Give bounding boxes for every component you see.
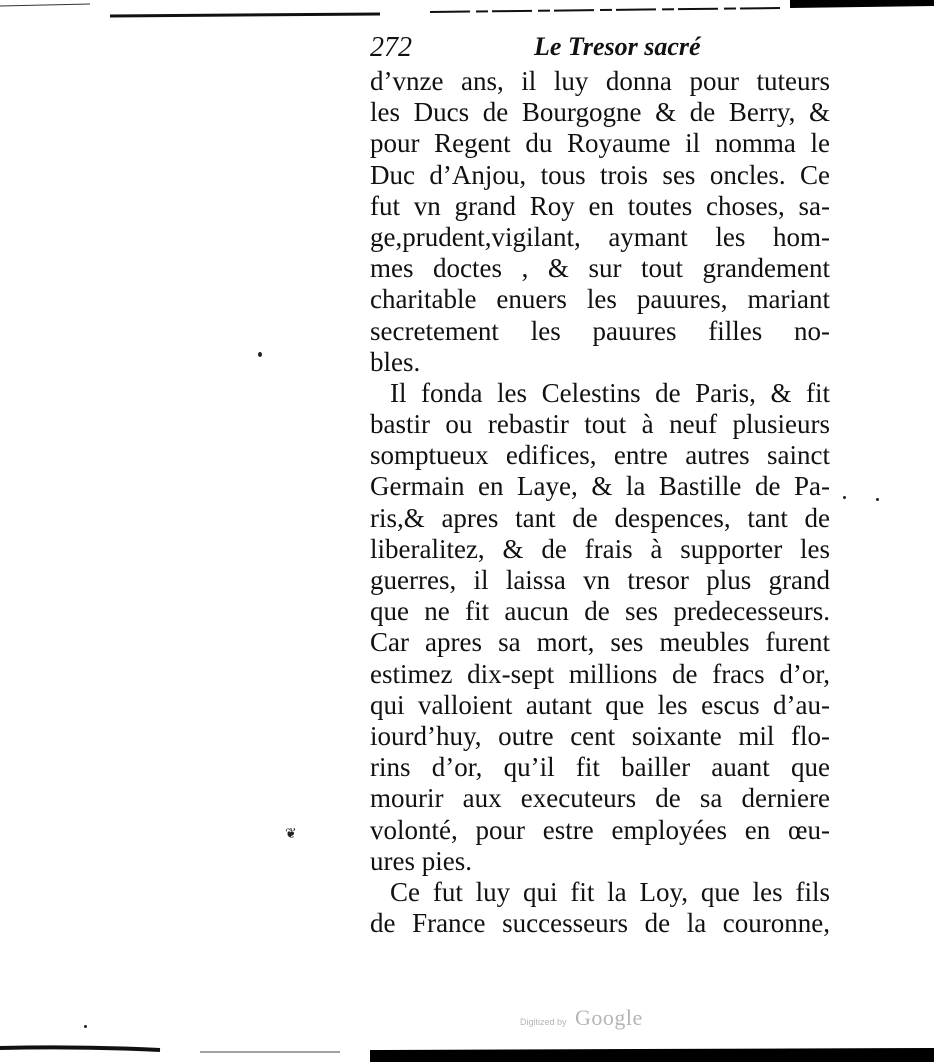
- text-line: bles.: [370, 346, 421, 377]
- google-watermark-logo: Google: [574, 1005, 643, 1030]
- ink-speck: [258, 352, 262, 357]
- text-line: ures pies.: [370, 845, 472, 876]
- text-line: estimez dix-sept millions de fracs d’or,: [370, 658, 830, 689]
- top-scan-edge: [0, 0, 934, 30]
- text-line: liberalitez, & de frais à supporter les: [370, 533, 830, 564]
- running-title: Le Tresor sacré: [534, 32, 701, 61]
- text-line: les Ducs de Bourgogne & de Berry, &: [370, 97, 830, 128]
- text-line: Duc d’Anjou, tous trois ses oncles. Ce: [370, 159, 830, 190]
- text-line: de France successeurs de la couronne,: [370, 908, 830, 939]
- text-line: Germain en Laye, & la Bastille de Pa-: [370, 471, 830, 502]
- bottom-scan-edge: [0, 1030, 934, 1062]
- text-line: volonté, pour estre employées en œu-: [370, 814, 830, 845]
- ornament-mark-icon: ❦: [285, 826, 297, 842]
- text-line: rins d’or, qu’il fit bailler auant que: [370, 752, 830, 783]
- text-line: iourd’huy, outre cent soixante mil flo-: [370, 720, 830, 751]
- page-header: [370, 28, 840, 68]
- ink-speck: [84, 1025, 87, 1028]
- text-line: charitable enuers les pauures, mariant: [370, 284, 830, 315]
- text-line: secretement les pauures filles no-: [370, 315, 830, 346]
- text-line: que ne fit aucun de ses predecesseurs.: [370, 596, 830, 627]
- ink-speck: [876, 498, 879, 501]
- text-line: mes doctes , & sur tout grandement: [370, 253, 830, 284]
- body-text: [370, 66, 830, 939]
- ink-speck: [843, 496, 846, 499]
- text-line: fut vn grand Roy en toutes choses, sa-: [370, 190, 830, 221]
- text-line: somptueux edifices, entre autres sainct: [370, 440, 830, 471]
- text-line: ris,& apres tant de despences, tant de: [370, 502, 830, 533]
- text-line: Car apres sa mort, ses meubles furent: [370, 627, 830, 658]
- text-line: qui valloient autant que les escus d’au-: [370, 689, 830, 720]
- text-line: pour Regent du Royaume il nomma le: [370, 128, 830, 159]
- page-number: 272: [370, 32, 412, 63]
- text-line: mourir aux executeurs de sa derniere: [370, 783, 830, 814]
- text-line: bastir ou rebastir tout à neuf plusieurs: [370, 409, 830, 440]
- watermark-caption: Digitized by: [520, 1017, 567, 1027]
- digitized-watermark: [520, 1005, 643, 1031]
- paragraph-start-line: Il fonda les Celestins de Paris, & fit: [390, 377, 830, 408]
- text-line: ge,prudent,vigilant, aymant les hom-: [370, 221, 830, 252]
- text-line: d’vnze ans, il luy donna pour tuteurs: [370, 66, 830, 96]
- text-line: guerres, il laissa vn tresor plus grand: [370, 565, 830, 595]
- paragraph-start-line: Ce fut luy qui fit la Loy, que les fils: [390, 876, 830, 907]
